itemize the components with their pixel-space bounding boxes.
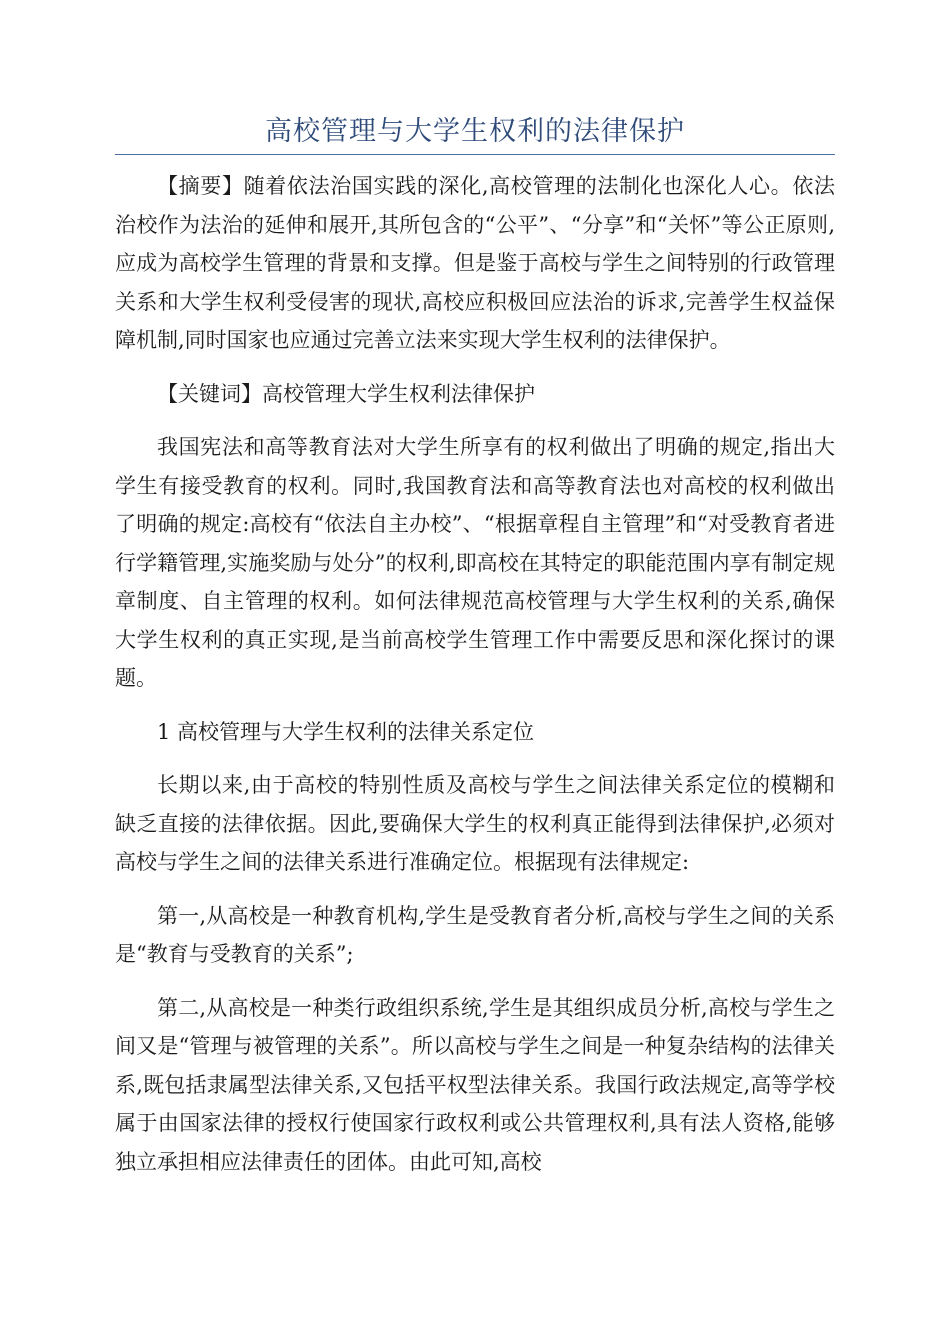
body-paragraph: 长期以来,由于高校的特别性质及高校与学生之间法律关系定位的模糊和缺乏直接的法律依据。因此,要确保大学生的权利真正能得到法律保护,必须对高校与学生之间的法律关系进行准确定位。根据现有法律规定: bbox=[115, 773, 835, 874]
body-paragraph: 第一,从高校是一种教育机构,学生是受教育者分析,高校与学生之间的关系是“教育与受教育的关系”; bbox=[115, 903, 835, 966]
title-underline bbox=[115, 154, 835, 155]
document-body bbox=[115, 167, 835, 1196]
document-title: 高校管理与大学生权利的法律保护 bbox=[265, 116, 685, 147]
body-paragraph: 第二,从高校是一种类行政组织系统,学生是其组织成员分析,高校与学生之间又是“管理与被管理的关系”。所以高校与学生之间是一种复杂结构的法律关系,既包括隶属型法律关系,又包括平权型法律关系。我国行政法规定,高等学校属于由国家法律的授权行使国家行政权利或公共管理权利,具有法人资格,能够独立承担相应法律责任的团体。由此可知,高校 bbox=[115, 995, 835, 1174]
intro-paragraph: 我国宪法和高等教育法对大学生所享有的权利做出了明确的规定,指出大学生有接受教育的权利。同时,我国教育法和高等教育法也对高校的权利做出了明确的规定:高校有“依法自主办校”、“根据章程自主管理”和“对受教育者进行学籍管理,实施奖励与处分”的权利,即高校在其特定的职能范围内享有制定规章制度、自主管理的权利。如何法律规范高校管理与大学生权利的关系,确保大学生权利的真正实现,是当前高校学生管理工作中需要反思和深化探讨的课题。 bbox=[115, 435, 835, 690]
section-heading: 1 高校管理与大学生权利的法律关系定位 bbox=[157, 719, 535, 744]
keywords-paragraph: 【关键词】高校管理大学生权利法律保护 bbox=[157, 381, 535, 406]
abstract-paragraph: 【摘要】随着依法治国实践的深化,高校管理的法制化也深化人心。依法治校作为法治的延伸和展开,其所包含的“公平”、“分享”和“关怀”等公正原则,应成为高校学生管理的背景和支撑。但是鉴于高校与学生之间特别的行政管理关系和大学生权利受侵害的现状,高校应积极回应法治的诉求,完善学生权益保障机制,同时国家也应通过完善立法来实现大学生权利的法律保护。 bbox=[115, 174, 835, 352]
